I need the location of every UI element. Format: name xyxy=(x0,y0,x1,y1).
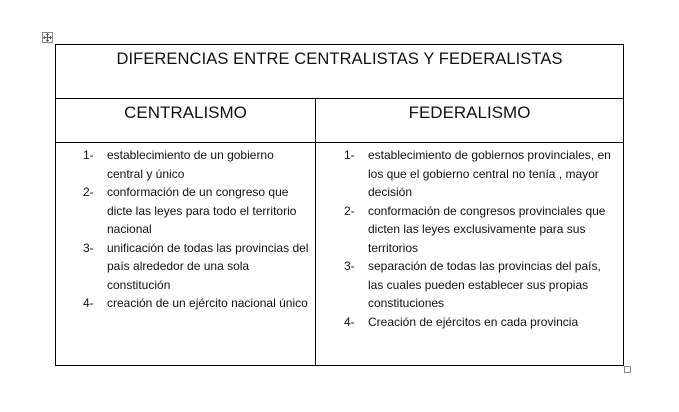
list-item-number: 3- xyxy=(344,259,355,273)
list-item-number: 2- xyxy=(83,185,94,199)
list-item-text: establecimiento de un gobierno central y único xyxy=(107,148,274,181)
list-item-number: 3- xyxy=(83,240,94,255)
list-item-text: unificación de todas las provincias del país alrededor de una sola constitución xyxy=(107,240,309,292)
list-item xyxy=(316,202,623,258)
list-item-text: creación de un ejército nacional único xyxy=(107,296,308,310)
header-cell-centralismo[interactable] xyxy=(56,99,315,142)
table-title: DIFERENCIAS ENTRE CENTRALISTAS Y FEDERALISTAS xyxy=(116,50,563,68)
list-item xyxy=(316,257,623,313)
federalismo-list xyxy=(316,143,623,331)
list-item xyxy=(316,146,623,202)
list-item-number: 4- xyxy=(83,296,94,310)
list-item-text: Creación de ejércitos en cada provincia xyxy=(368,314,579,329)
body-cell-federalismo[interactable] xyxy=(316,143,623,331)
list-item-text: conformación de un congreso que dicte las leyes para todo el territorio nacional xyxy=(107,185,297,236)
list-item xyxy=(56,183,315,239)
header-cell-federalismo[interactable] xyxy=(316,99,623,142)
list-item-number: 2- xyxy=(344,203,355,218)
table-resize-handle[interactable] xyxy=(624,366,631,373)
column-header-federalismo: FEDERALISMO xyxy=(408,103,531,122)
column-header-centralismo: CENTRALISMO xyxy=(124,103,247,122)
list-item xyxy=(56,146,315,183)
list-item xyxy=(56,239,315,295)
list-item xyxy=(56,294,315,313)
list-item-number: 4- xyxy=(344,314,355,329)
body-cell-centralismo[interactable] xyxy=(56,143,315,313)
table-move-handle-icon[interactable] xyxy=(42,32,53,43)
list-item-text: separación de todas las provincias del país, las cuales pueden establecer sus propias constituciones xyxy=(368,259,601,310)
list-item-text: conformación de congresos provinciales que dicten las leyes exclusivamente para sus territorios xyxy=(368,203,606,255)
centralismo-list xyxy=(56,143,315,313)
comparison-table xyxy=(55,44,624,366)
list-item-text: establecimiento de gobiernos provinciales, en los que el gobierno central no tenía , mayor decisión xyxy=(368,148,611,199)
list-item xyxy=(316,313,623,332)
table-title-cell[interactable] xyxy=(56,45,623,99)
list-item-number: 1- xyxy=(344,148,355,162)
list-item-number: 1- xyxy=(83,148,94,162)
